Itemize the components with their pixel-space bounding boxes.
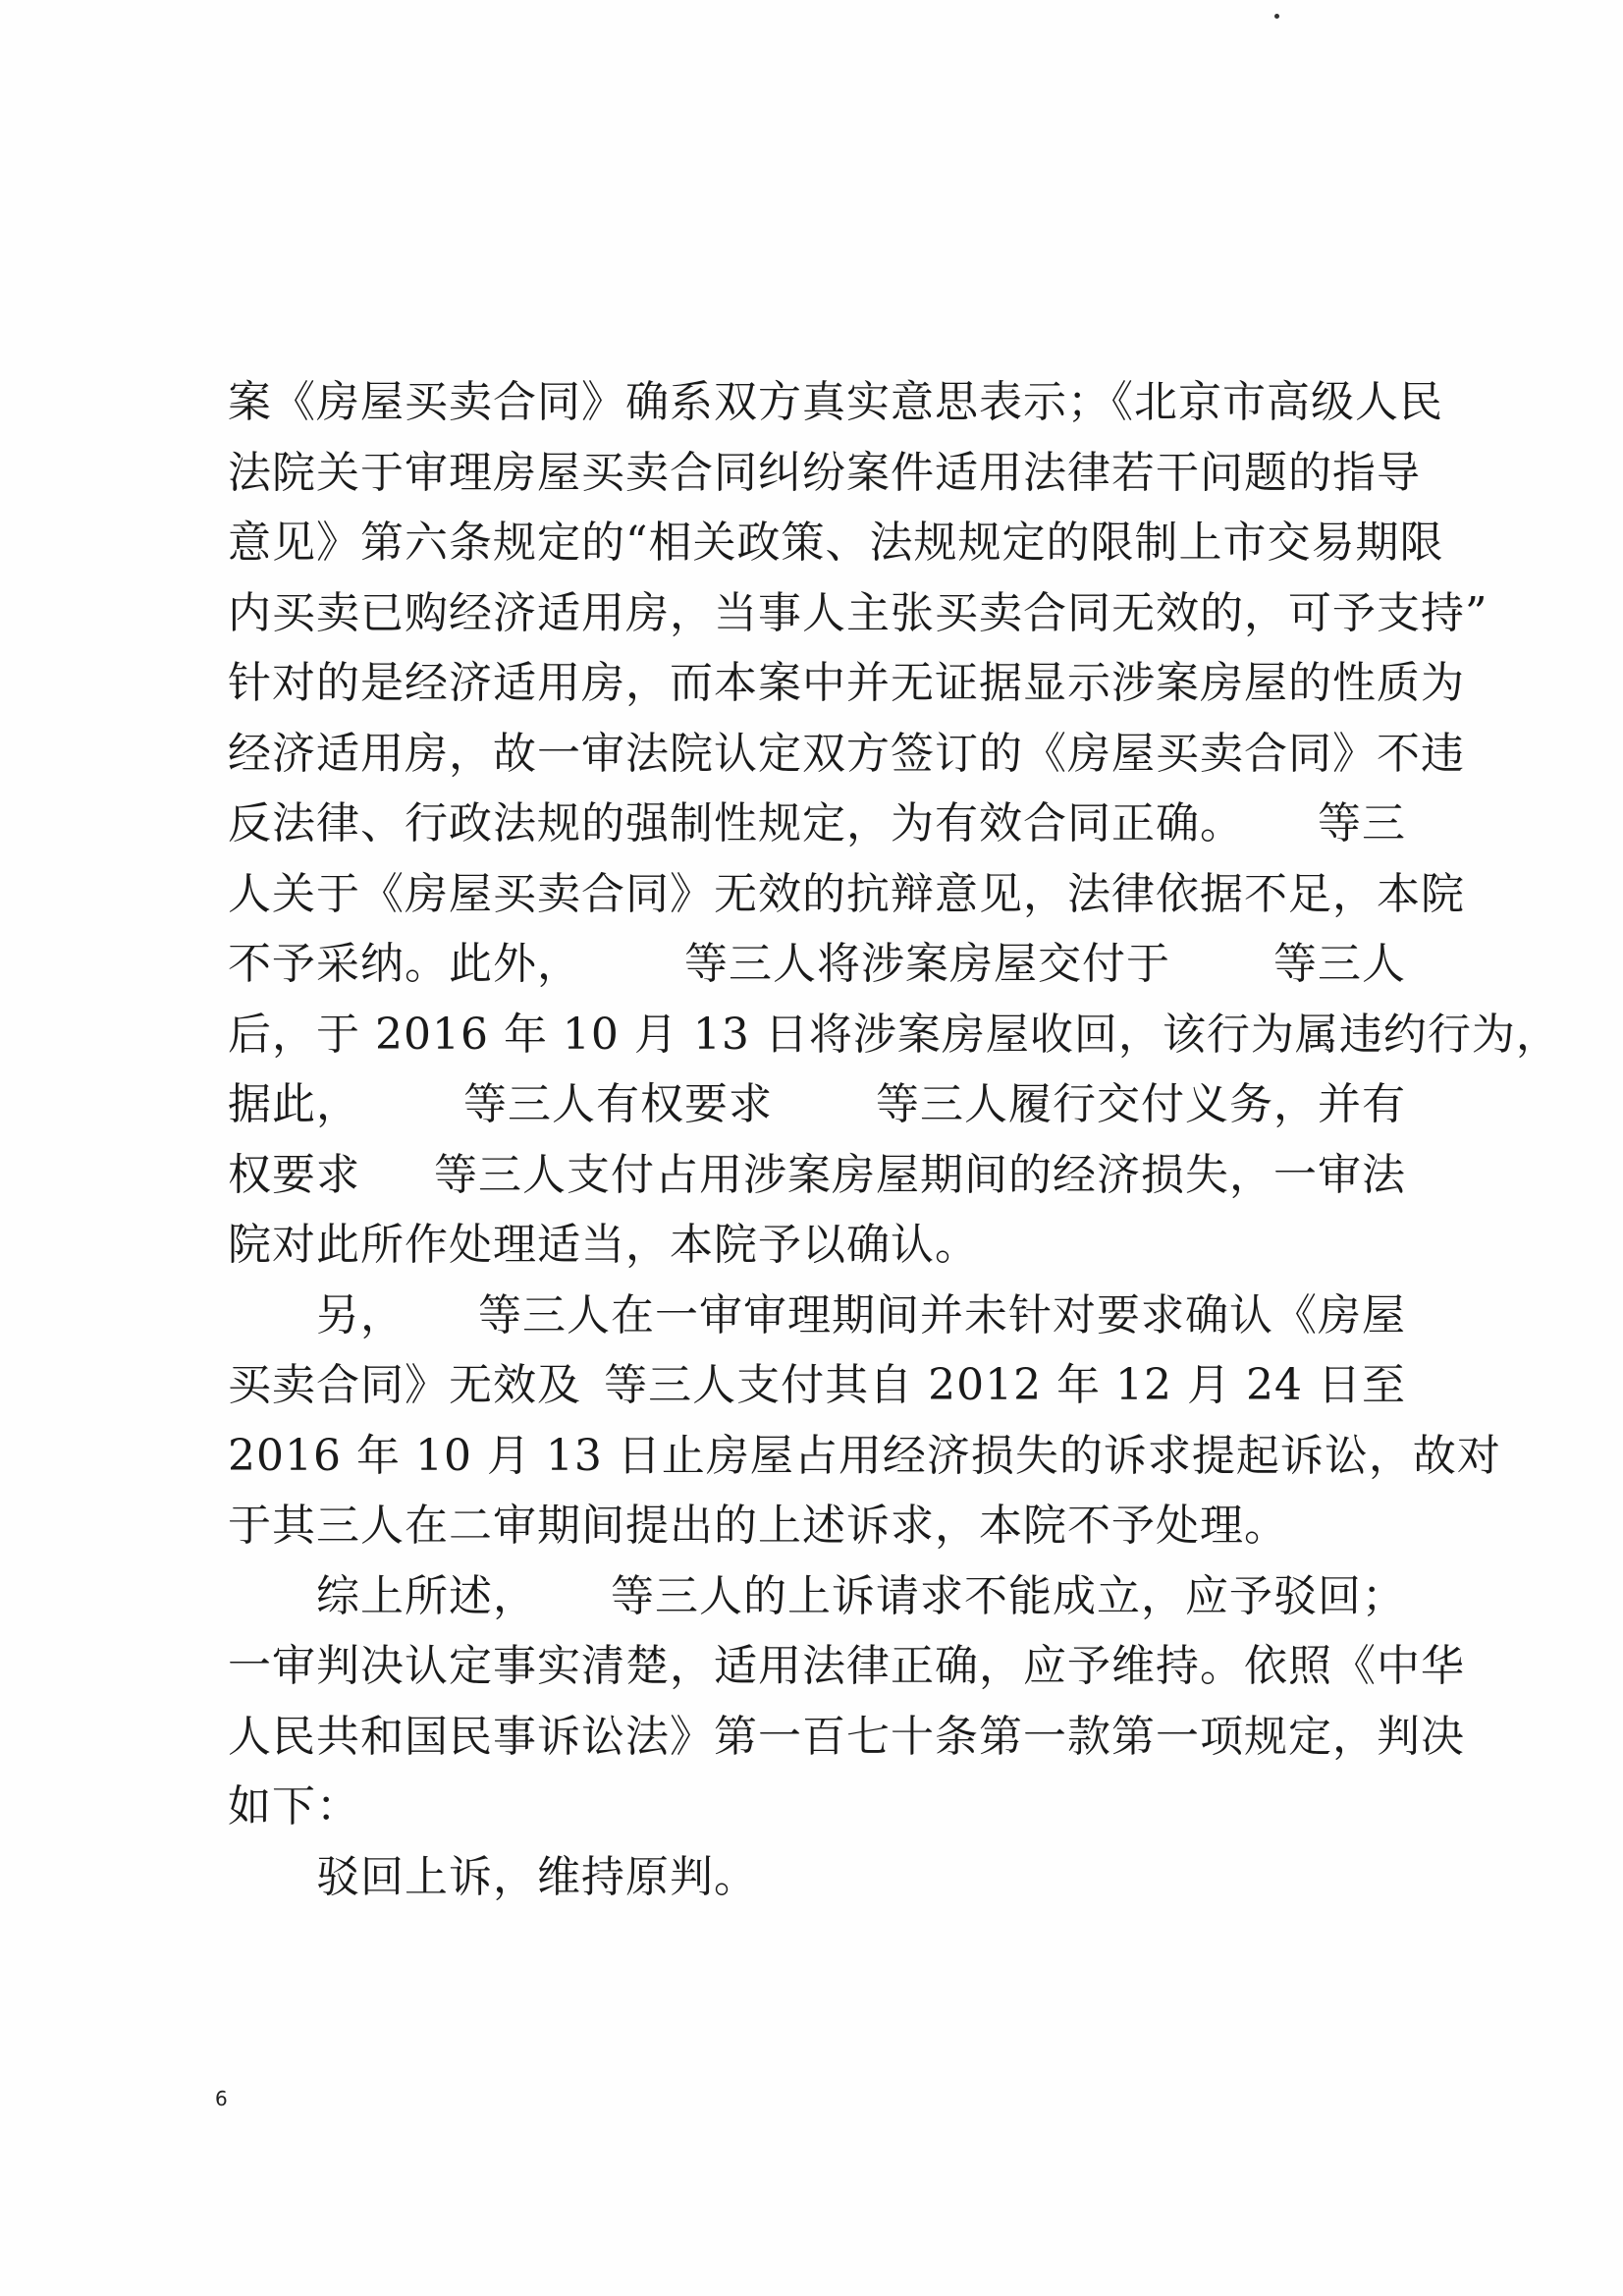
text-segment: 2016 年 10 月 13 日止房屋占用经济损失的诉求提起诉讼，故对 (228, 1430, 1501, 1481)
text-segment: 如下： (228, 1781, 360, 1831)
text-line (228, 859, 1465, 930)
text-segment: 等三 (1318, 798, 1406, 848)
text-line (228, 1772, 1406, 1842)
text-segment: 等三人支付其自 2012 年 12 月 24 日至 (604, 1360, 1406, 1410)
text-line (228, 578, 1488, 649)
text-line (228, 1421, 1501, 1492)
text-segment: 院对此所作处理适当，本院予以确认。 (228, 1220, 979, 1270)
text-line (228, 508, 1444, 578)
text-segment: 等三人有权要求 (463, 1079, 773, 1129)
text-line (228, 1210, 1406, 1281)
text-segment: 经济适用房，故一审法院认定双方签订的《房屋买卖合同》不违 (228, 728, 1465, 779)
text-segment: 等三人 (1273, 939, 1406, 989)
text-segment: 等三人支付占用涉案房屋期间的经济损失，一审法 (434, 1149, 1406, 1200)
text-segment: 据此， (228, 1079, 360, 1129)
paragraph-start-line (228, 1281, 1406, 1351)
text-segment: 驳回上诉，维持原判。 (316, 1851, 758, 1902)
text-segment: 另， (316, 1289, 405, 1340)
text-segment: 内买卖已购经济适用房，当事人主张买卖合同无效的，可予支持” (228, 587, 1488, 638)
text-segment: 权要求 (228, 1149, 360, 1200)
text-segment: 案《房屋买卖合同》确系双方真实意思表示；《北京市高级人民 (228, 377, 1443, 427)
judgment-line (228, 1842, 1406, 1913)
text-segment: 等三人履行交付义务，并有 (876, 1079, 1406, 1129)
judgment-body (228, 367, 1560, 1912)
text-segment: 一审判决认定事实清楚，适用法律正确，应予维持。依照《中华 (228, 1641, 1465, 1691)
text-segment: 法院关于审理房屋买卖合同纠纷案件适用法律若干问题的指导 (228, 447, 1421, 498)
text-line (228, 1491, 1406, 1561)
text-line (228, 648, 1465, 719)
text-line (228, 1350, 1406, 1421)
text-line (228, 367, 1443, 438)
text-segment: 等三人在一审审理期间并未针对要求确认《房屋 (478, 1289, 1406, 1340)
text-segment: 反法律、行政法规的强制性规定，为有效合同正确。 (228, 798, 1244, 848)
text-segment: 人民共和国民事诉讼法》第一百七十条第一款第一项规定，判决 (228, 1711, 1465, 1762)
text-segment: 等三人的上诉请求不能成立，应予驳回； (611, 1570, 1406, 1621)
text-segment: 综上所述， (316, 1570, 537, 1621)
text-line (228, 1631, 1465, 1702)
text-segment: 后，于 2016 年 10 月 13 日将涉案房屋收回，该行为属违约行为， (228, 1009, 1560, 1060)
text-segment: 针对的是经济适用房，而本案中并无证据显示涉案房屋的性质为 (228, 658, 1465, 708)
text-line (228, 929, 1406, 1000)
text-line (228, 719, 1465, 790)
text-segment: 等三人将涉案房屋交付于 (684, 939, 1170, 989)
text-segment: 意见》第六条规定的“相关政策、法规规定的限制上市交易期限 (228, 518, 1444, 568)
text-line (228, 1702, 1465, 1773)
text-segment: 不予采纳。此外， (228, 939, 581, 989)
text-segment: 人关于《房屋买卖合同》无效的抗辩意见，法律依据不足，本院 (228, 868, 1465, 919)
text-segment: 于其三人在二审期间提出的上述诉求，本院不予处理。 (228, 1501, 1288, 1551)
paragraph-start-line (228, 1561, 1406, 1632)
text-line (228, 438, 1421, 509)
scan-speck (1274, 14, 1279, 19)
text-line (228, 789, 1406, 859)
text-line (228, 1140, 1406, 1211)
text-line (228, 1069, 1406, 1140)
page-number: 6 (215, 2087, 228, 2110)
text-segment: 买卖合同》无效及 (228, 1360, 581, 1410)
text-line (228, 1000, 1560, 1070)
